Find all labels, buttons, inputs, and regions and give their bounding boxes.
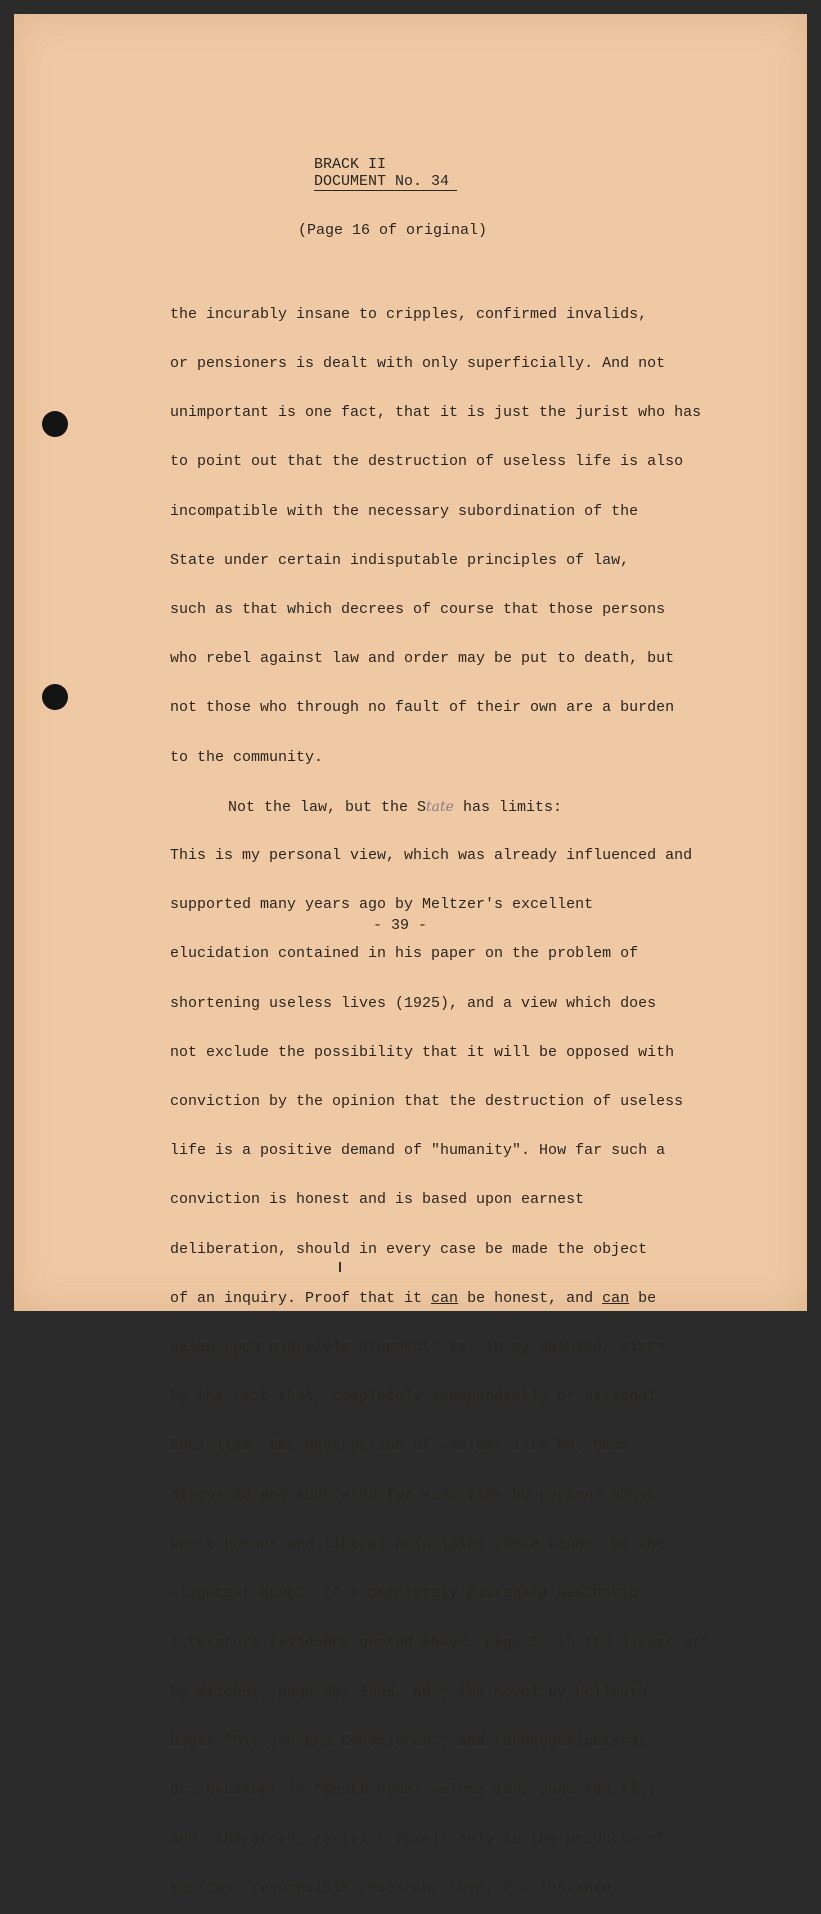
ink-mark xyxy=(339,1262,341,1272)
body-line: the incurably insane to cripples, confirmed invalids, xyxy=(170,305,648,323)
body-line: not those who through no fault of their own are a burden xyxy=(170,699,675,717)
body-line: This is my personal view, which was already influenced and xyxy=(170,847,693,865)
body-line: supported many years ago by Meltzer's excellent xyxy=(170,896,594,914)
body-line: conviction by the opinion that the destruction of useless xyxy=(170,1093,684,1111)
body-line: who rebel against law and order may be put to death, but xyxy=(170,650,675,668)
punch-hole-lower xyxy=(42,684,68,710)
body-line: by the fact that, completely independently of National xyxy=(170,1388,657,1406)
body-line: unimportant is one fact, that it is just the jurist who has xyxy=(170,404,702,422)
body-line: slightest doubt. If I completely disregard aesthetic xyxy=(170,1585,639,1603)
paragraph-opening-text: Not the law, but the S xyxy=(228,798,427,816)
body-line: whose humane and liberal principles there cannot be the xyxy=(170,1535,666,1553)
body-line: Unger "Mission and Conscience", and Landesgerichtsrat xyxy=(170,1732,648,1750)
body-line: discussed and advocated for some time by persons about xyxy=(170,1486,657,1504)
underlined-can: can xyxy=(602,1289,630,1307)
body-line: and, therefore, restrict myself only to the products of xyxy=(170,1831,666,1849)
header-document-number: DOCUMENT No. 34 xyxy=(314,173,457,191)
body-line: deliberation, should in every case be made the object xyxy=(170,1240,648,1258)
document-header xyxy=(314,156,457,191)
proof-line xyxy=(170,1291,770,1307)
proof-text-end: be xyxy=(629,1289,657,1307)
proof-text-start: of an inquiry. Proof that it xyxy=(170,1289,432,1307)
body-line: to point out that the destruction of useless life is also xyxy=(170,453,684,471)
body-line: to the community. xyxy=(170,748,324,766)
body-line: by Wischer, page 50, 1936, add, the novel by Hellmuth xyxy=(170,1683,648,1701)
body-line: or pensioners is dealt with only superficially. And not xyxy=(170,355,666,373)
paragraph-opening-line xyxy=(170,799,770,815)
proof-text-middle: be honest, and xyxy=(458,1289,603,1307)
body-line: conviction is honest and is based upon earnest xyxy=(170,1191,585,1209)
body-line: not exclude the possibility that it will be opposed with xyxy=(170,1043,675,1061)
body-line: Socialism, the destruction of useless life has been xyxy=(170,1437,630,1455)
page-number: - 39 - xyxy=(373,917,428,934)
body-line: State under certain indisputable principles of law, xyxy=(170,551,630,569)
paragraph-opening-tail: has limits: xyxy=(453,798,562,816)
body-line: literature (evidence quoted above, page I, in the dissertati xyxy=(170,1634,711,1652)
punch-hole-upper xyxy=(42,411,68,437)
header-case-title: BRACK II xyxy=(314,156,387,173)
body-line: life is a positive demand of "humanity". How far such a xyxy=(170,1142,666,1160)
body-text xyxy=(170,274,770,1914)
body-line: Dr. Neukampf in "Court Room" volume 109, page 403 ff.) xyxy=(170,1781,657,1799)
body-line: serious, responsible research, then, for instance, xyxy=(170,1880,621,1898)
original-page-reference: (Page 16 of original) xyxy=(298,222,488,239)
body-line: shortening useless lives (1925), and a view which does xyxy=(170,994,657,1012)
body-line: such as that which decrees of course that those persons xyxy=(170,601,666,619)
body-line: elucidation contained in his paper on the problem of xyxy=(170,945,639,963)
underlined-can: can xyxy=(431,1289,459,1307)
body-line: incompatible with the necessary subordination of the xyxy=(170,502,639,520)
body-line: based upon plausible arguments is, in my opinion, given xyxy=(170,1339,666,1357)
handwritten-correction: tate xyxy=(426,798,454,815)
